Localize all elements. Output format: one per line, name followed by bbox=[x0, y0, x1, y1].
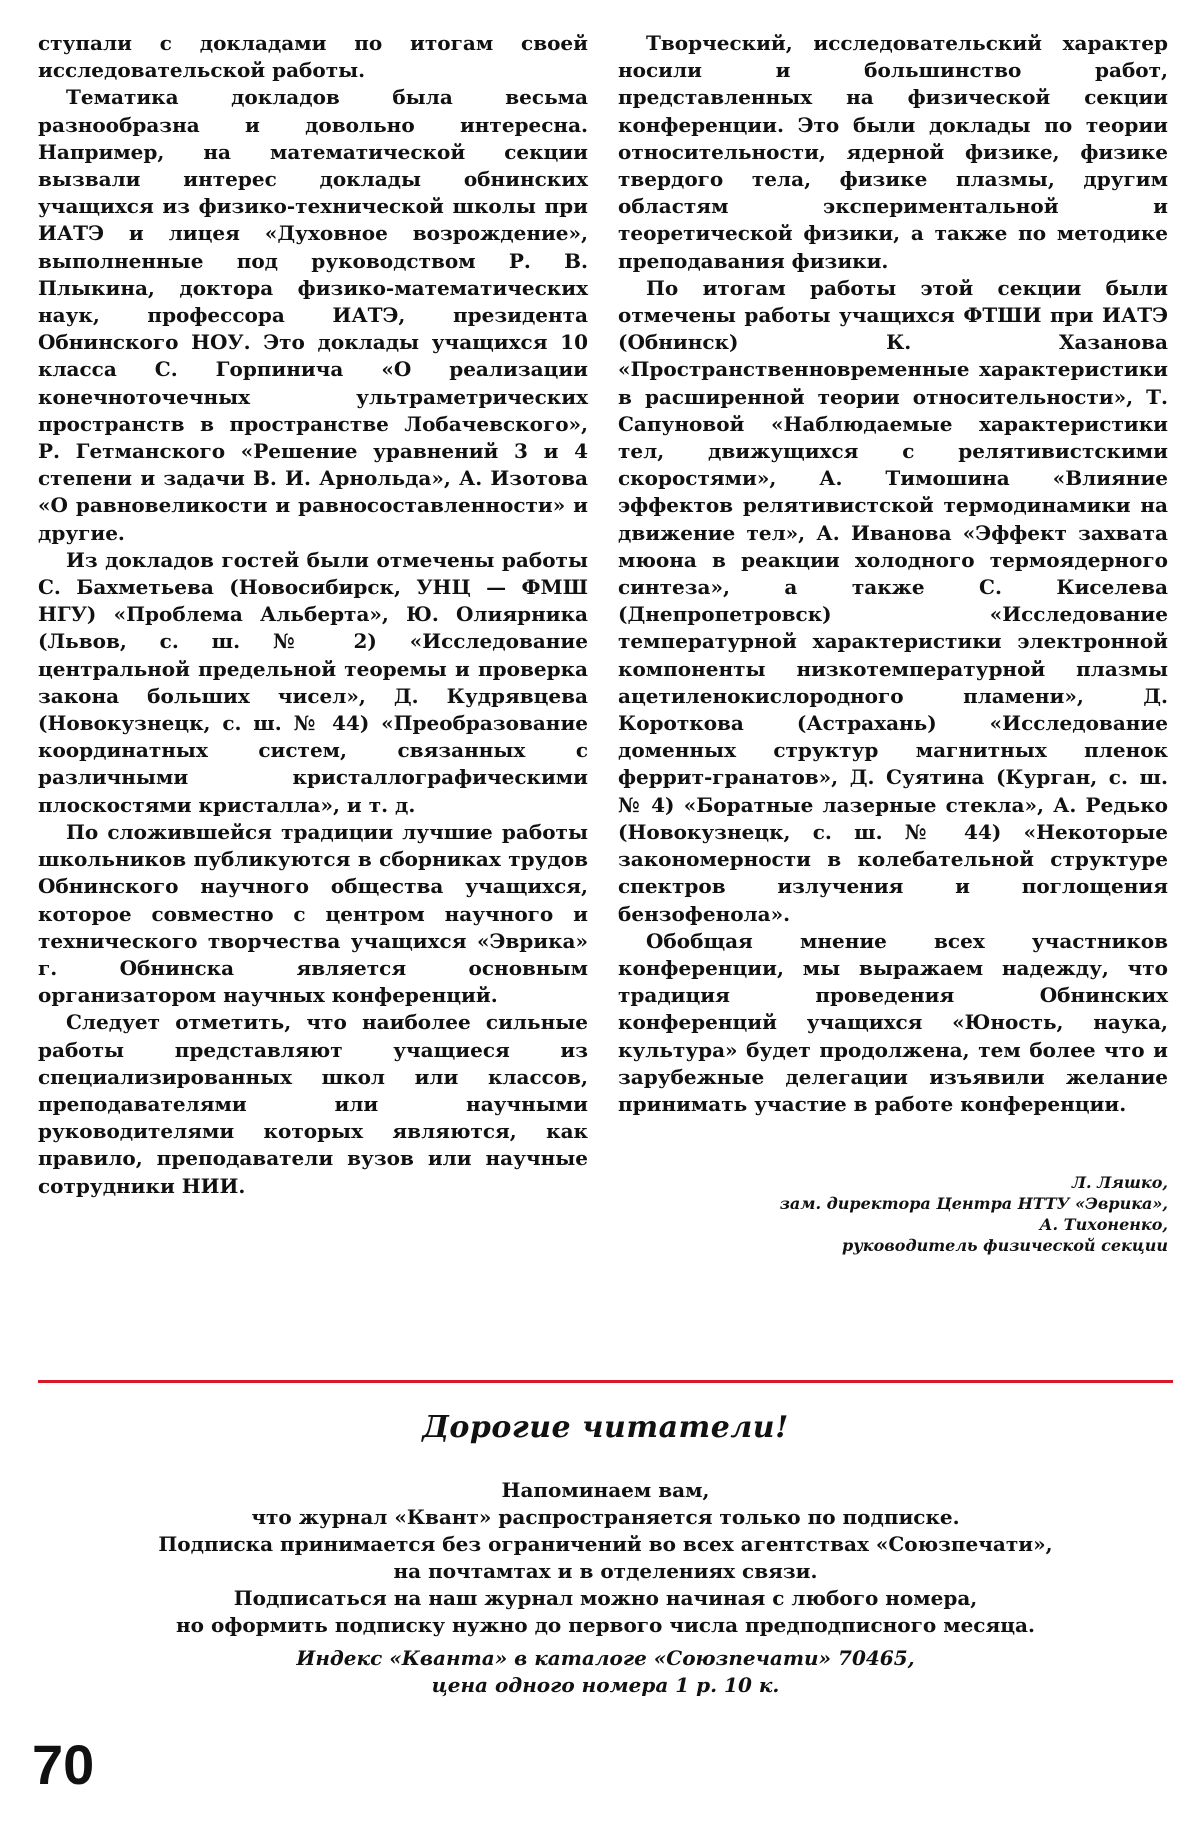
paragraph: Творческий, исследовательский характер носили и большинство работ, представленных на физической секции конференции. Это были доклады по теории относительности, ядерной физике, физике твердого тела, физике плазмы, другим областям экспериментальной и теоретической физики, а также по методике преподавания физики. bbox=[618, 31, 1168, 273]
notice-line: что журнал «Квант» распространяется только по подписке. bbox=[251, 1505, 960, 1529]
notice-line: Напоминаем вам, bbox=[501, 1478, 710, 1502]
notice-line: Подписаться на наш журнал можно начиная с любого номера, bbox=[233, 1586, 978, 1610]
paragraph: По сложившейся традиции лучшие работы школьников публикуются в сборниках трудов Обнинского научного общества учащихся, которое совместно с центром научного и технического творчества учащихся «Эврика» г. Обнинска является основным организатором научных конференций. bbox=[38, 819, 588, 1008]
notice-index-line: Индекс «Кванта» в каталоге «Союзпечати» 70465, bbox=[296, 1646, 915, 1670]
paragraph: Тематика докладов была весьма разнообразна и довольно интересна. Например, на математической секции вызвали интерес доклады обнинских учащихся из физико-технической школы при ИАТЭ и лицея «Духовное возрождение», выполненные под руководством Р. В. Плыкина, доктора физико-математических наук, профессора ИАТЭ, президента Обнинского НОУ. Это доклады учащихся 10 класса С. Горпинича «О реализации конечноточечных ультраметрических пространств в пространстве Лобачевского», Р. Гетманского «Решение уравнений 3 и 4 степени и задачи В. И. Арнольда», А. Изотова «О равновеликости и равносоставленности» и другие. bbox=[38, 85, 588, 545]
red-divider bbox=[38, 1380, 1173, 1383]
signature-line: Л. Ляшко, bbox=[1071, 1173, 1168, 1193]
paragraph: По итогам работы этой секции были отмечены работы учащихся ФТШИ при ИАТЭ (Обнинск) К. Хазанова «Пространственновременные характеристики в расширенной теории относительности», Т. Сапуновой «Наблюдаемые характеристики тел, движущихся с релятивистскими скоростями», А. Тимошина «Влияние эффектов релятивистской термодинамики на движение тел», А. Иванова «Эффект захвата мюона в реакции холодного термоядерного синтеза», а также С. Киселева (Днепропетровск) «Исследование температурной характеристики электронной компоненты низкотемпературной плазмы ацетиленокислородного пламени», Д. Коpоткова (Астрахань) «Исследование доменных структур магнитных пленок феррит-гранатов», Д. Суятина (Курган, с. ш. № 4) «Боратные лазерные стекла», А. Редько (Новокузнецк, с. ш. № 44) «Некоторые закономерности в колебательной структуре спектров излучения и поглощения бензофенола». bbox=[618, 275, 1168, 926]
paragraph: ступали с докладами по итогам своей исследовательской работы. bbox=[38, 31, 588, 83]
page-number: 70 bbox=[32, 1733, 95, 1796]
left-column bbox=[38, 30, 588, 1256]
signature-line: А. Тихоненко, bbox=[1039, 1215, 1168, 1235]
signature-line: руководитель физической секции bbox=[842, 1236, 1168, 1256]
notice-line: Подписка принимается без ограничений во всех агентствах «Союзпечати», bbox=[158, 1532, 1053, 1556]
paragraph: Из докладов гостей были отмечены работы С. Бахметьева (Новосибирск, УНЦ — ФМШ НГУ) «Проблема Альберта», Ю. Олиярника (Львов, с. ш. № 2) «Исследование центральной предельной теоремы и проверка закона больших чисел», Д. Кудрявцева (Новокузнецк, с. ш. № 44) «Преобразование координатных систем, связанных с различными кристаллографическими плоскостями кристалла», и т. д. bbox=[38, 547, 588, 817]
notice-line: но оформить подписку нужно до первого числа предподписного месяца. bbox=[176, 1613, 1035, 1637]
right-column bbox=[618, 30, 1168, 1256]
paragraph: Обобщая мнение всех участников конференции, мы выражаем надежду, что традиция проведения Обнинских конференций учащихся «Юность, наука, культура» будет продолжена, тем более что и зарубежные делегации изъявили желание принимать участие в работе конференции. bbox=[618, 928, 1168, 1116]
signature-block bbox=[618, 1172, 1168, 1256]
paragraph: Следует отметить, что наиболее сильные работы представляют учащиеся из специализированных школ или классов, преподавателями или научными руководителями которых являются, как правило, преподаватели вузов или научные сотрудники НИИ. bbox=[38, 1010, 588, 1198]
signature-line: зам. директора Центра НТТУ «Эврика», bbox=[779, 1194, 1168, 1214]
notice-heading: Дорогие читатели! bbox=[422, 1410, 789, 1445]
subscription-notice bbox=[38, 1410, 1173, 1699]
article-body bbox=[38, 30, 1168, 1256]
notice-price-line: цена одного номера 1 р. 10 к. bbox=[431, 1673, 780, 1697]
notice-line: на почтамтах и в отделениях связи. bbox=[393, 1559, 818, 1583]
